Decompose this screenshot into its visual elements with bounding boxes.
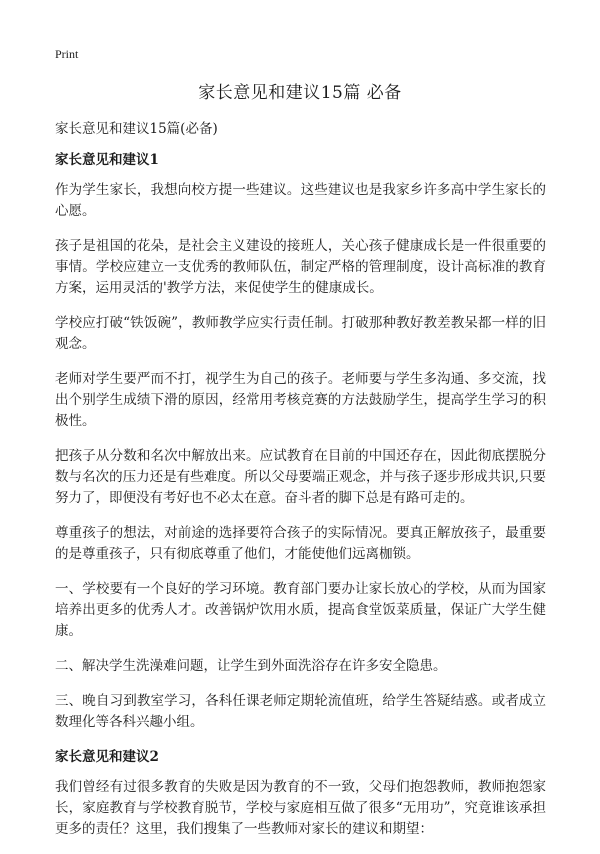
section-heading: 家长意见和建议2 — [55, 749, 159, 765]
section-1 — [55, 150, 546, 733]
paragraph: 作为学生家长，我想向校方提一些建议。这些建议也是我家乡许多高中学生家长的心愿。 — [55, 182, 546, 219]
paragraph: 我们曾经有过很多教育的失败是因为教育的不一致，父母们抱怨教师，教师抱怨家长，家庭教育与学校教育脱节，学校与家庭相互做了很多“无用功”，究竟谁该承担更多的责任？这里，我们搜集了一些教师对家长的建议和期望： — [55, 779, 546, 837]
paragraph: 老师对学生要严而不打，视学生为自己的孩子。老师要与学生多沟通、多交流，找出个别学生成绩下滑的原因，经常用考核竞赛的方法鼓励学生，提高学生学习的积极性。 — [55, 371, 546, 429]
page-title: 家长意见和建议15篇 必备 — [198, 83, 402, 103]
section-2 — [55, 747, 546, 840]
section-heading: 家长意见和建议1 — [55, 152, 159, 168]
paragraph: 一、学校要有一个良好的学习环境。教育部门要办让家长放心的学校，从而为国家培养出更多的优秀人才。改善锅炉饮用水质，提高食堂饭菜质量，保证广大学生健康。 — [55, 581, 546, 639]
paragraph: 把孩子从分数和名次中解放出来。应试教育在目前的中国还存在，因此彻底摆脱分数与名次的压力还是有些难度。所以父母要端正观念，并与孩子逐步形成共识,只要努力了，即便没有考好也不必太在意。奋斗者的脚下总是有路可走的。 — [55, 448, 546, 506]
print-link[interactable]: Print — [55, 47, 79, 61]
paragraph: 孩子是祖国的花朵，是社会主义建设的接班人，关心孩子健康成长是一件很重要的事情。学校应建立一支优秀的教师队伍，制定严格的管理制度，设计高标准的教育方案，运用灵活的'教学方法，来促使学生的健康成长。 — [55, 238, 546, 296]
paragraph: 学校应打破“铁饭碗”，教师教学应实行责任制。打破那种教好教差教呆都一样的旧观念。 — [55, 315, 546, 352]
paragraph: 三、晚自习到教室学习，各科任课老师定期轮流值班，给学生答疑结惑。或者成立数理化等各科兴趣小组。 — [55, 693, 546, 730]
document-subtitle: 家长意见和建议15篇(必备) — [55, 121, 218, 137]
paragraph: 二、解决学生洗澡难问题，让学生到外面洗浴存在许多安全隐患。 — [55, 658, 447, 674]
paragraph: 尊重孩子的想法，对前途的选择要符合孩子的实际情况。要真正解放孩子，最重要的是尊重孩子，只有彻底尊重了他们，才能使他们远离枷锁。 — [55, 525, 546, 562]
document-body — [55, 119, 546, 854]
